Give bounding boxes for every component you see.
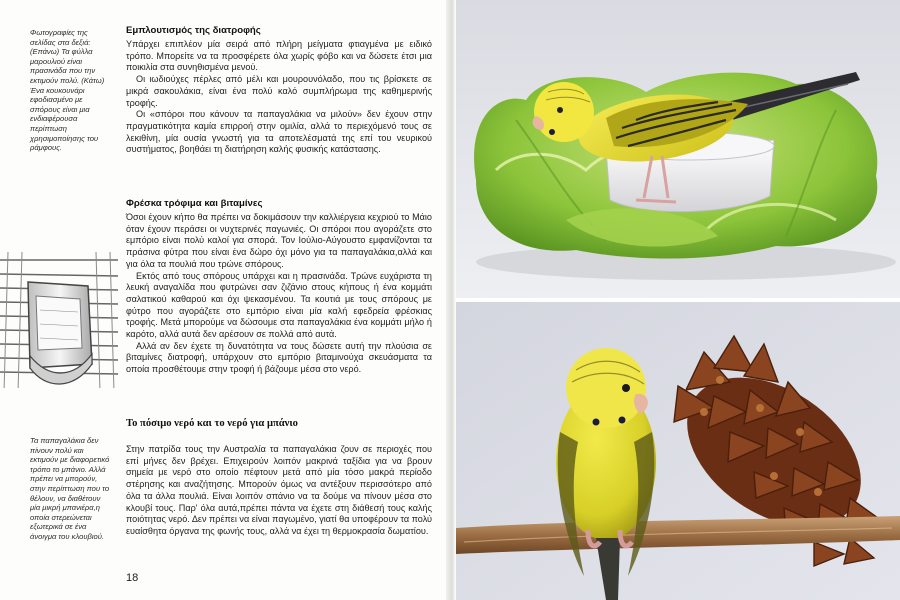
photo-budgie-with-pinecone <box>456 302 900 600</box>
section-diet-enrichment <box>126 25 432 156</box>
illustration-caption: Τα παπαγαλάκια δεν πίνουν πολύ και εκτιμούν με διαφορετικό τρόπο το μπάνιο. Αλλά πρέπει να μπορούν, στην περίπτωση που το θέλουν, να διαθέτουν μία μικρή μπανιέρα,η οποία στερεώνεται εξωτερικά σε ένα άνοιγμα του κλουβιού. <box>30 436 110 541</box>
photo-caption-top: Φωτογραφίες της σελίδας στα δεξιά: (Επάνω) Τα φύλλα μαρουλιού είναι πρασινάδα που την εκτιμούν πολύ. (Κάτω) Ένα κουκουνάρι εφοδιασμένο με σπόρους είναι μια ενδιαφέρουσα περίπτωση χρησιμοποίησης του ράμφους. <box>30 28 105 153</box>
section-water <box>126 418 432 538</box>
bath-cage-illustration <box>0 252 118 402</box>
section-heading: Εμπλουτισμός της διατροφής <box>126 25 261 36</box>
paragraph: Στην πατρίδα τους την Αυστραλία τα παπαγαλάκια ζουν σε περιοχές που επί μήνες δεν βρέχει. Επιχειρούν λοιπόν μακρινά ταξίδια για να βρουν σημεία με νερό στο οποίο πέφτουν μετά από μία τόσο μακρά περίοδο στέρησης και αναζήτησης. Μπορούν όμως να αντέξουν περισσότερο από όλα τα άλλα πουλιά. Είναι λοιπόν σπάνιο να τα δούμε να πίνουν μέσα στο κλουβί τους. Παρ' όλα αυτά,πρέπει πάντα να έχετε στη διάθεσή τους καλής ποιότητας νερό. Δεν πρέπει να είναι παγωμένο, γιατί θα υποφέρουν τα πολύ ευαίσθητα όργανα της φωνής τους, αλλά να έχει τη θερμοκρασία δωματίου. <box>126 444 432 536</box>
paragraph: Οι «σπόροι που κάνουν τα παπαγαλάκια να μιλούν» δεν έχουν στην πραγματικότητα καμία επιρροή στην ομιλία, αλλά το περιεχόμενό τους σε λεκιθίνη, μία ουσία γνωστή για τα αποτελέσματά της επί του νευρικού συστήματος, βοηθάει τη διατήρηση καλής φυσικής κατάστασης. <box>126 109 432 155</box>
paragraph: Όσοι έχουν κήπο θα πρέπει να δοκιμάσουν την καλλιέργεια κεχριού το Μάιο όταν έχουν περάσει οι νυχτερινές παγωνιές. Οι σπόροι που αγοράζετε στο εμπόριο είναι πολύ καλοί για σπορά. Τον Ιούλιο-Αύγουστο εμφανίζονται τα πράσινα φύτρα που είναι ένα δώρο όχι μόνο για τα παπαγαλάκια,αλλά και για όλα τα πουλιά που τρώνε σπόρους. <box>126 212 432 269</box>
paragraph: Υπάρχει επιπλέον μία σειρά από πλήρη μείγματα φτιαγμένα με ειδικό τρόπο. Μπορείτε να τα προσφέρετε όλα χωρίς φόβο και να δώσετε έτσι μια ποικιλία στα συνηθισμένα μενού. <box>126 39 432 73</box>
section-heading: Το πόσιμο νερό και το νερό για μπάνιο <box>126 418 298 429</box>
section-heading: Φρέσκα τρόφιμα και βιταμίνες <box>126 198 263 209</box>
photo-budgie-on-lettuce <box>456 0 900 298</box>
page-number: 18 <box>126 572 139 584</box>
paragraph: Αλλά αν δεν έχετε τη δυνατότητα να τους δώσετε αυτή την πλούσια σε βιταμίνες διατροφή, υπάρχουν στο εμπόριο βιταμινούχα σκευάσματα τα οποία προσθέτουμε στην τροφή ή βάζουμε μέσα στο νερό. <box>126 340 432 375</box>
paragraph: Οι ιωδιούχες πέρλες από μέλι και μουρουνόλαδο, που τις βρίσκετε σε μικρά σακουλάκια, είναι ένα πολύ καλό συμπλήρωμα της καθημερινής τροφής. <box>126 74 432 108</box>
section-fresh-food <box>126 198 432 376</box>
paragraph: Εκτός από τους σπόρους υπάρχει και η πρασινάδα. Τρώνε ευχάριστα τη λευκή αναγαλίδα που φυτρώνει σαν ζιζάνιο στους κήπους ή ένα κομμάτι σαλατικού καθαρού και όχι ψεκασμένου. Τα κουτιά με τους σπόρους με φύτρο που αγοράζετε στο εμπόριο είναι μία καλή εφεδρεία φρέσκιας τροφής. Μετά μπορούμε να δώσουμε στα παπαγαλάκια ένα κομμάτι μήλο ή καρότο, αλλά αυτά δεν αρέσουν σε πολλά από αυτά. <box>126 270 432 340</box>
book-gutter <box>446 0 456 600</box>
